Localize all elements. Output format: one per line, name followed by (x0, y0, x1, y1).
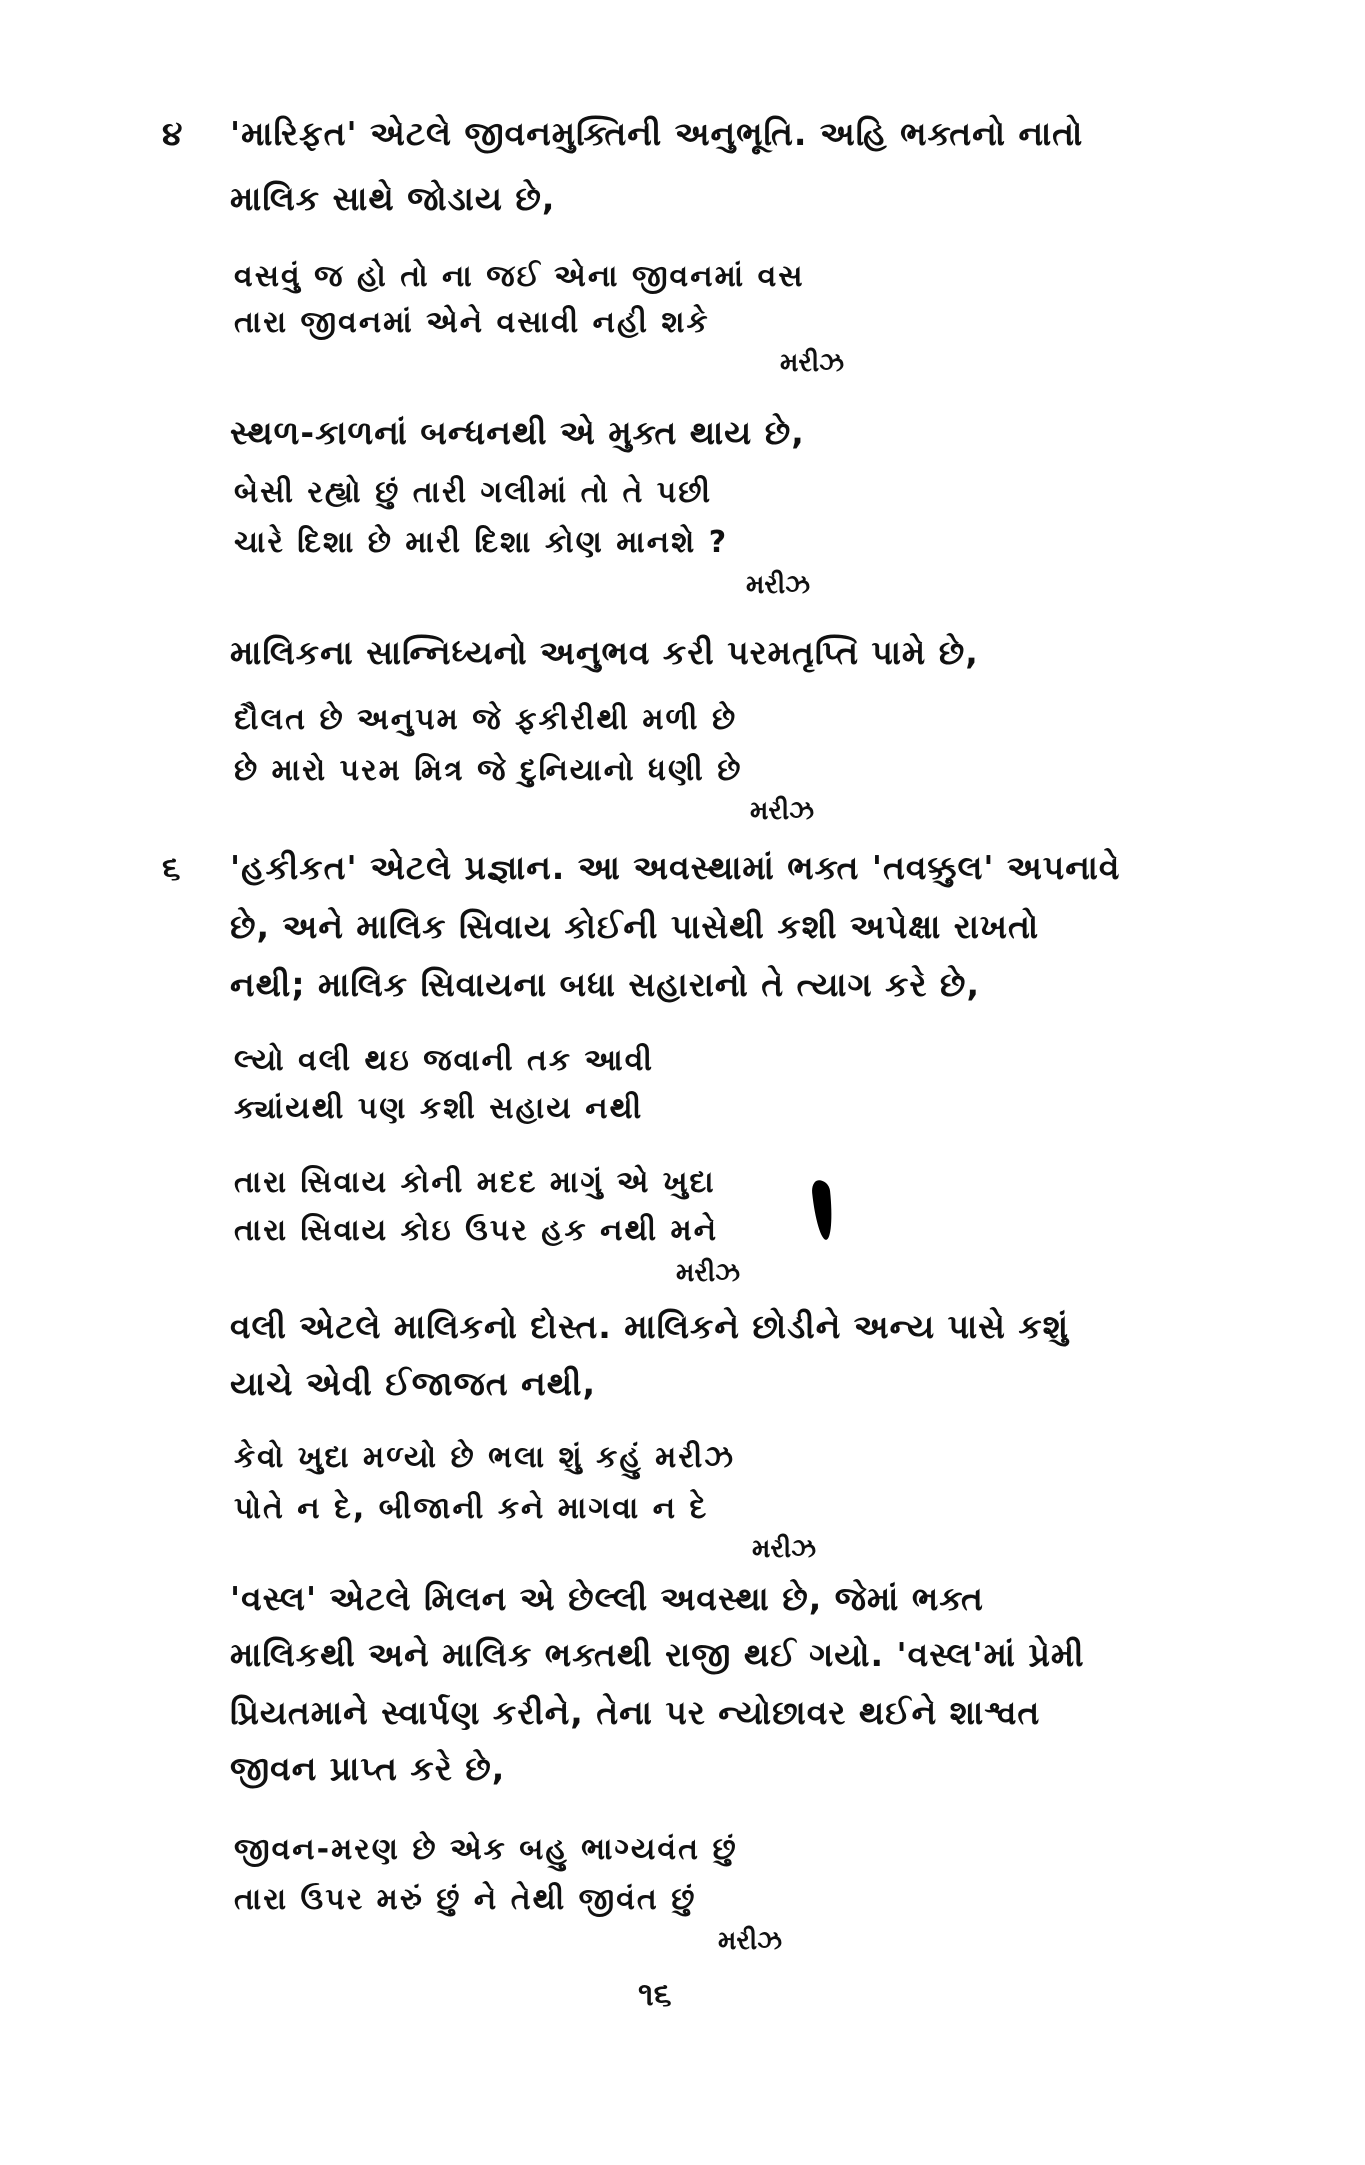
paragraph-line: માલિકથી અને માલિક ભક્તથી રાજી થઈ ગયો. 'વસ્લ'માં પ્રેમી (230, 1635, 1085, 1674)
paragraph-line: જીવન પ્રાપ્ત કરે છે, (230, 1749, 506, 1788)
paragraph-line: માલિકના સાન્નિધ્યનો અનુભવ કરી પરમતૃપ્તિ પામે છે, (230, 633, 979, 672)
verse-line: વસવું જ હો તો ના જઈ એના જીવનમાં વસ (234, 259, 805, 294)
verse-line: તારા ઉપર મરું છું ને તેથી જીવંત છું (234, 1882, 697, 1917)
paragraph-line: 'હકીકત' એટલે પ્રજ્ઞાન. આ અવસ્થામાં ભક્ત 'તવક્કુલ' અપનાવે (230, 848, 1121, 887)
verse-line: છે મારો પરમ મિત્ર જે દુનિયાનો ધણી છે (234, 753, 743, 788)
paragraph-line: નથી; માલિક સિવાયના બધા સહારાનો તે ત્યાગ કરે છે, (230, 965, 980, 1004)
section-number: ૬ (162, 848, 181, 887)
verse-author: મરીઝ (746, 570, 811, 600)
verse-line: ચારે દિશા છે મારી દિશા કોણ માનશે ? (234, 525, 729, 560)
verse-line: દૌલત છે અનુપમ જે ફકીરીથી મળી છે (234, 702, 738, 737)
verse-line: ક્યાંયથી પણ કશી સહાય નથી (234, 1091, 644, 1126)
paragraph-line: વલી એટલે માલિકનો દોસ્ત. માલિકને છોડીને અન્ય પાસે કશું (230, 1307, 1070, 1346)
page-number: ૧૬ (638, 1975, 672, 2013)
verse-line: તારા સિવાય કોઇ ઉપર હક નથી મને (234, 1213, 719, 1248)
verse-line: પોતે ન દે, બીજાની કને માગવા ન દે (234, 1491, 709, 1526)
verse-author: મરીઝ (780, 348, 845, 378)
verse-line: તારા સિવાય કોની મદદ માગું એ ખુદા (234, 1165, 716, 1200)
verse-line: તારા જીવનમાં એને વસાવી નહી શકે (234, 305, 710, 340)
verse-author: મરીઝ (718, 1926, 783, 1956)
ink-mark (811, 1179, 835, 1241)
verse-line: જીવન-મરણ છે એક બહુ ભાગ્યવંત છું (234, 1832, 738, 1867)
verse-author: મરીઝ (750, 796, 815, 826)
verse-line: લ્યો વલી થઇ જવાની તક આવી (234, 1043, 654, 1078)
paragraph-line: 'વસ્લ' એટલે મિલન એ છેલ્લી અવસ્થા છે, જેમાં ભક્ત (230, 1579, 984, 1618)
verse-line: બેસી રહ્યો છું તારી ગલીમાં તો તે પછી (234, 475, 713, 510)
paragraph-line: યાચે એવી ઈજાજત નથી, (230, 1364, 597, 1403)
verse-line: કેવો ખુદા મળ્યો છે ભલા શું કહું મરીઝ (234, 1440, 735, 1475)
section-number: ૪ (162, 114, 183, 153)
paragraph-line: સ્થળ-કાળનાં બન્ધનથી એ મુક્ત થાય છે, (230, 413, 805, 452)
paragraph-line: માલિક સાથે જોડાય છે, (230, 179, 556, 218)
paragraph-line: પ્રિયતમાને સ્વાર્પણ કરીને, તેના પર ન્યોછાવર થઈને શાશ્વત (230, 1693, 1041, 1732)
verse-author: મરીઝ (676, 1258, 741, 1288)
verse-author: મરીઝ (752, 1534, 817, 1564)
paragraph-line: છે, અને માલિક સિવાય કોઈની પાસેથી કશી અપેક્ષા રાખતો (230, 907, 1040, 946)
paragraph-line: 'મારિફત' એટલે જીવનમુક્તિની અનુભૂતિ. અહિ ભક્તનો નાતો (230, 114, 1084, 153)
